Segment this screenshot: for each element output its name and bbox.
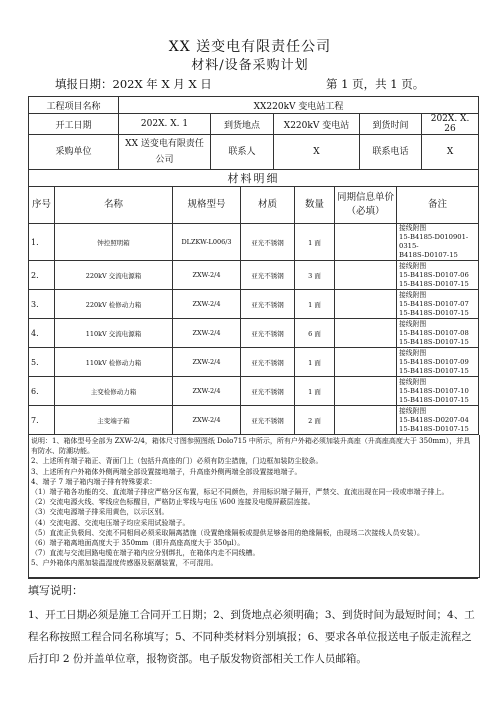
row-name: 钟控照明箱 <box>55 224 173 261</box>
materials-table <box>28 169 479 435</box>
row-model: DLZKW-L006/3 <box>173 224 241 261</box>
row-model: ZXW-2/4 <box>173 377 241 406</box>
table-row <box>29 290 479 319</box>
row-seq: 2. <box>29 261 55 290</box>
row-note-title: 接线附图 <box>399 377 427 386</box>
row-name: 主变端子箱 <box>55 406 173 435</box>
note-line: （6）端子箱离地面高度大于 350mm（即升高座高度大于 350μl）。 <box>31 539 245 548</box>
row-price <box>335 290 397 319</box>
row-note-title: 接线附图 <box>399 406 427 415</box>
row-note-title: 接线附图 <box>399 224 427 232</box>
row-name: 220kV 检修动力箱 <box>55 290 173 319</box>
note-line: （7）直流与交流回路电缆在端子箱内应分别绑扎，在箱体内走不同线槽。 <box>31 549 260 558</box>
row-model: ZXW-2/4 <box>173 319 241 348</box>
row-name: 主变检修动力箱 <box>55 377 173 406</box>
header-price: 同期信息单价（必填） <box>335 187 397 224</box>
project-info-table <box>28 96 479 170</box>
row-note-line: 15-B418S-D0107-06 <box>399 270 469 279</box>
document-title: 材料/设备采购计划 <box>191 58 309 73</box>
start-date-label: 开工日期 <box>29 114 119 135</box>
arrival-place-label: 到货地点 <box>211 114 274 135</box>
row-material: 亚光不锈钢 <box>241 348 295 377</box>
note-line: （5）直流正负极间、交流不同相间必须采取隔离措施（设置绝缘隔板或提供足够备用的绝缘隔板，由现场二次接线人员安装）。 <box>31 528 424 537</box>
row-price <box>335 319 397 348</box>
header-material: 材质 <box>241 187 295 224</box>
row-model: ZXW-2/4 <box>173 406 241 435</box>
row-price <box>335 224 397 261</box>
row-material: 亚光不锈钢 <box>241 377 295 406</box>
fill-instructions-text: 1、开工日期必须是施工合同开工日期；2、到货地点必须明确；3、到货时间为最短时间；4、工程名称按照工程合同名称填写；5、不同种类材料分别填报；6、要求各单位报送电子版走流程之后打印 2 份并盖单位章，报物资部。电子版发物资部相关工作人员邮箱。 <box>28 609 475 665</box>
buyer-label: 采购单位 <box>29 135 119 170</box>
row-qty: 1 面 <box>295 348 335 377</box>
row-material: 亚光不锈钢 <box>241 224 295 261</box>
row-qty: 1 面 <box>295 377 335 406</box>
row-note-line: 15-B418S-D0107-07 <box>399 299 469 308</box>
row-material: 亚光不锈钢 <box>241 261 295 290</box>
table-row <box>29 261 479 290</box>
header-name: 名称 <box>55 187 173 224</box>
row-model: ZXW-2/4 <box>173 290 241 319</box>
project-name-value: XX220kV 变电站工程 <box>119 97 479 114</box>
row-qty: 6 面 <box>295 319 335 348</box>
row-name: 110kV 交流电源箱 <box>55 319 173 348</box>
table-row <box>29 406 479 435</box>
row-note <box>397 348 479 377</box>
materials-rows <box>29 224 479 435</box>
fill-date: 填报日期：202X 年 X 月 X 日 <box>55 77 212 91</box>
contact-value: X <box>274 135 360 170</box>
row-qty: 1 面 <box>295 290 335 319</box>
row-note-line: 15-B418S-D0107-15 <box>399 337 469 346</box>
row-note <box>397 261 479 290</box>
row-price <box>335 348 397 377</box>
arrival-place-value: X220kV 变电站 <box>274 114 360 135</box>
row-note-line: 15-B4185-D010901-0315- <box>399 233 469 250</box>
row-note <box>397 290 479 319</box>
row-material: 亚光不锈钢 <box>241 406 295 435</box>
arrival-time-value: 202X. X. 26 <box>422 114 479 135</box>
note-line: 5、户外箱体内需加装温湿度传感器及驱潮装置，不可混用。 <box>31 559 218 568</box>
row-seq: 1. <box>29 224 55 261</box>
header-note: 备注 <box>397 187 479 224</box>
phone-label: 联系电话 <box>360 135 422 170</box>
row-price <box>335 406 397 435</box>
page-info: 第 1 页，共 1 页。 <box>326 77 425 91</box>
note-line: （2）交流电源火线、零线应色标醒目，严格防止零线与电压 \600 连接及电缆屏蔽层连接。 <box>31 498 315 507</box>
table-row <box>29 224 479 261</box>
row-model: ZXW-2/4 <box>173 348 241 377</box>
phone-value: X <box>422 135 479 170</box>
arrival-time-label: 到货时间 <box>360 114 422 135</box>
row-seq: 7. <box>29 406 55 435</box>
row-note-line: 15-B418S-D0107-15 <box>399 279 469 288</box>
materials-section-title: 材料明细 <box>29 170 479 187</box>
row-note-line: 15-B418S-D0107-15 <box>399 424 469 433</box>
row-note <box>397 224 479 261</box>
row-note-line: 15-B418S-D0107-15 <box>399 395 469 404</box>
fill-instructions-title: 填写说明： <box>28 578 478 598</box>
table-row <box>29 319 479 348</box>
header-seq: 序号 <box>29 187 55 224</box>
row-seq: 3. <box>29 290 55 319</box>
row-note-line: 15-B418S-D0107-15 <box>399 308 469 317</box>
row-seq: 4. <box>29 319 55 348</box>
note-line: （1）端子箱各功能的交、直流端子排应严格分区布置，标记不同颜色，并用标识端子隔开，严禁交、直流出现在同一段或串端子排上。 <box>31 488 449 497</box>
company-name: XX 送变电有限责任公司 <box>168 39 332 55</box>
row-note <box>397 377 479 406</box>
table-row <box>29 348 479 377</box>
row-model: ZXW-2/4 <box>173 261 241 290</box>
note-line: 4、端子 7 端子箱内端子排有特殊要求： <box>31 477 157 486</box>
row-name: 110kV 检修动力箱 <box>55 348 173 377</box>
notes-box <box>28 435 480 578</box>
row-note-line: 15-B418S-D0107-15 <box>399 366 469 375</box>
row-price <box>335 377 397 406</box>
row-note <box>397 406 479 435</box>
row-note-line: 15-B418S-D0107-09 <box>399 357 469 366</box>
row-note-title: 接线附图 <box>399 290 427 299</box>
row-note-line: 15-B418S-D0107-10 <box>399 386 469 395</box>
row-note-line: 15-B418S-D0107-08 <box>399 328 469 337</box>
row-note-title: 接线附图 <box>399 261 427 270</box>
buyer-value: XX 送变电有限责任公司 <box>119 135 211 170</box>
row-note-line: 15-B418S-D0207-04 <box>399 415 469 424</box>
row-note-line: B418S-D0107-15 <box>399 251 458 259</box>
note-line: 2、上述所有端子箱正、背面门上（包括升高座的门）必须有防尘措施，门边框加装防尘胶条。 <box>31 457 323 466</box>
row-material: 亚光不锈钢 <box>241 290 295 319</box>
row-price <box>335 261 397 290</box>
header-model: 规格型号 <box>173 187 241 224</box>
note-line: （4）交流电源、交流电压端子均应采用试验端子。 <box>31 518 190 527</box>
row-note-title: 接线附图 <box>399 348 427 357</box>
row-note <box>397 319 479 348</box>
row-seq: 5. <box>29 348 55 377</box>
row-qty: 2 面 <box>295 406 335 435</box>
contact-label: 联系人 <box>211 135 274 170</box>
note-line: 3、上述所有户外箱体外侧两端全部设置接地端子，升高座外侧两端全部设置接地端子。 <box>31 467 302 476</box>
note-line: 说明：1、箱体型号全部为 ZXW-2/4，箱体尺寸图参照图纸 Dolo715 中所示，所有户外箱必须加装升高座（升高座高度大于 350mm），并具有防水、防潮功能。 <box>31 437 471 456</box>
project-name-label: 工程项目名称 <box>29 97 119 114</box>
row-material: 亚光不锈钢 <box>241 319 295 348</box>
table-row <box>29 377 479 406</box>
header-qty: 数量 <box>295 187 335 224</box>
start-date-value: 202X. X. 1 <box>119 114 211 135</box>
row-qty: 1 面 <box>295 224 335 261</box>
row-seq: 6. <box>29 377 55 406</box>
row-qty: 3 面 <box>295 261 335 290</box>
row-name: 220kV 交流电源箱 <box>55 261 173 290</box>
row-note-title: 接线附图 <box>399 319 427 328</box>
note-line: （3）交流电源端子排采用黄色，以示区别。 <box>31 508 169 517</box>
